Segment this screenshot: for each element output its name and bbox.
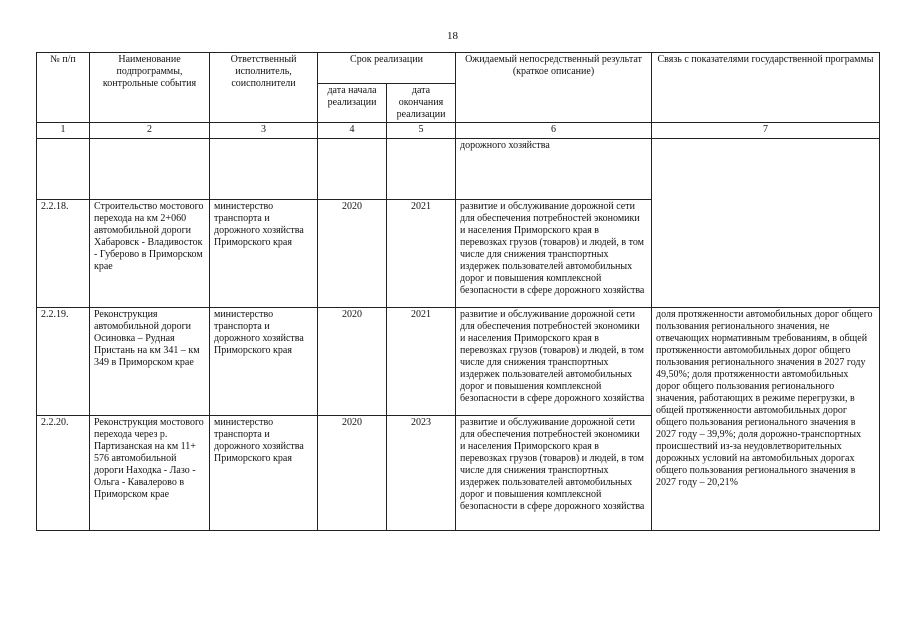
cell-end: 2023 bbox=[387, 416, 456, 531]
column-number: 2 bbox=[90, 123, 210, 139]
column-numbers-row bbox=[37, 123, 880, 139]
cell-result: дорожного хозяйства bbox=[456, 139, 652, 200]
column-number: 4 bbox=[318, 123, 387, 139]
cell-indicators: доля протяженности автомобильных дорог общего пользования регионального значения, не отвечающих нормативным требованиям, в общей протяженности автомобильных дорог общего пользования регионального значения в 2027 году 49,50%; доля протяженности автомобильных дорог общего пользования регионального значения, работающих в режиме перегрузки, в общей протяженности автомобильных дорог общего пользования регионального значения в 2027 году – 39,9%; доля дорожно-транспортных происшествий из-за неудовлетворительных дорожных условий на автомобильных дорогах общего пользования регионального значения в 2027 году – 20,21% bbox=[652, 308, 880, 531]
header-period: Срок реализации bbox=[318, 53, 456, 84]
cell-end: 2021 bbox=[387, 200, 456, 308]
column-number: 6 bbox=[456, 123, 652, 139]
table-row bbox=[37, 200, 880, 308]
cell-num: 2.2.19. bbox=[37, 308, 90, 416]
cell-executor: министерство транспорта и дорожного хозяйства Приморского края bbox=[210, 416, 318, 531]
header-start: дата начала реализации bbox=[318, 84, 387, 123]
cell-start: 2020 bbox=[318, 308, 387, 416]
header-end: дата окончания реализации bbox=[387, 84, 456, 123]
page-number: 18 bbox=[447, 30, 458, 42]
cell-start: 2020 bbox=[318, 416, 387, 531]
header-num: № п/п bbox=[37, 53, 90, 123]
cell-end bbox=[387, 139, 456, 200]
cell-executor bbox=[210, 139, 318, 200]
cell-result: развитие и обслуживание дорожной сети для обеспечения потребностей экономики и населения Приморского края в перевозках грузов (товаров) и людей, в том числе для снижения транспортных издержек пользователей автомобильных дорог и повышения комплексной безопасности в сфере дорожного хозяйства bbox=[456, 200, 652, 308]
column-number: 3 bbox=[210, 123, 318, 139]
cell-name: Реконструкция мостового перехода через р. Партизанская на км 11+ 576 автомобильной дороги Находка - Лазо - Ольга - Кавалерово в Приморском крае bbox=[90, 416, 210, 531]
table-row-continuation bbox=[37, 139, 880, 200]
column-number: 1 bbox=[37, 123, 90, 139]
cell-end: 2021 bbox=[387, 308, 456, 416]
header-name: Наименование подпрограммы, контрольные события bbox=[90, 53, 210, 123]
cell-name: Строительство мостового перехода на км 2+060 автомобильной дороги Хабаровск - Владивосток - Губерово в Приморском крае bbox=[90, 200, 210, 308]
cell-start bbox=[318, 139, 387, 200]
cell-start: 2020 bbox=[318, 200, 387, 308]
cell-result: развитие и обслуживание дорожной сети для обеспечения потребностей экономики и населения Приморского края в перевозках грузов (товаров) и людей, в том числе для снижения транспортных издержек пользователей автомобильных дорог и повышения комплексной безопасности в сфере дорожного хозяйства bbox=[456, 416, 652, 531]
cell-name bbox=[90, 139, 210, 200]
cell-num bbox=[37, 139, 90, 200]
column-number: 7 bbox=[652, 123, 880, 139]
header-result: Ожидаемый непосредственный результат (краткое описание) bbox=[456, 53, 652, 123]
cell-num: 2.2.20. bbox=[37, 416, 90, 531]
cell-executor: министерство транспорта и дорожного хозяйства Приморского края bbox=[210, 308, 318, 416]
cell-num: 2.2.18. bbox=[37, 200, 90, 308]
column-number: 5 bbox=[387, 123, 456, 139]
cell-name: Реконструкция автомобильной дороги Осиновка – Рудная Пристань на км 341 – км 349 в Приморском крае bbox=[90, 308, 210, 416]
program-table bbox=[36, 52, 880, 531]
cell-link-empty bbox=[652, 139, 880, 200]
cell-executor: министерство транспорта и дорожного хозяйства Приморского края bbox=[210, 200, 318, 308]
header-link: Связь с показателями государственной программы bbox=[652, 53, 880, 123]
table-row bbox=[37, 308, 880, 416]
header-executor: Ответственный исполнитель, соисполнители bbox=[210, 53, 318, 123]
cell-link-empty bbox=[652, 200, 880, 308]
cell-result: развитие и обслуживание дорожной сети для обеспечения потребностей экономики и населения Приморского края в перевозках грузов (товаров) и людей, в том числе для снижения транспортных издержек пользователей автомобильных дорог и повышения комплексной безопасности в сфере дорожного хозяйства bbox=[456, 308, 652, 416]
